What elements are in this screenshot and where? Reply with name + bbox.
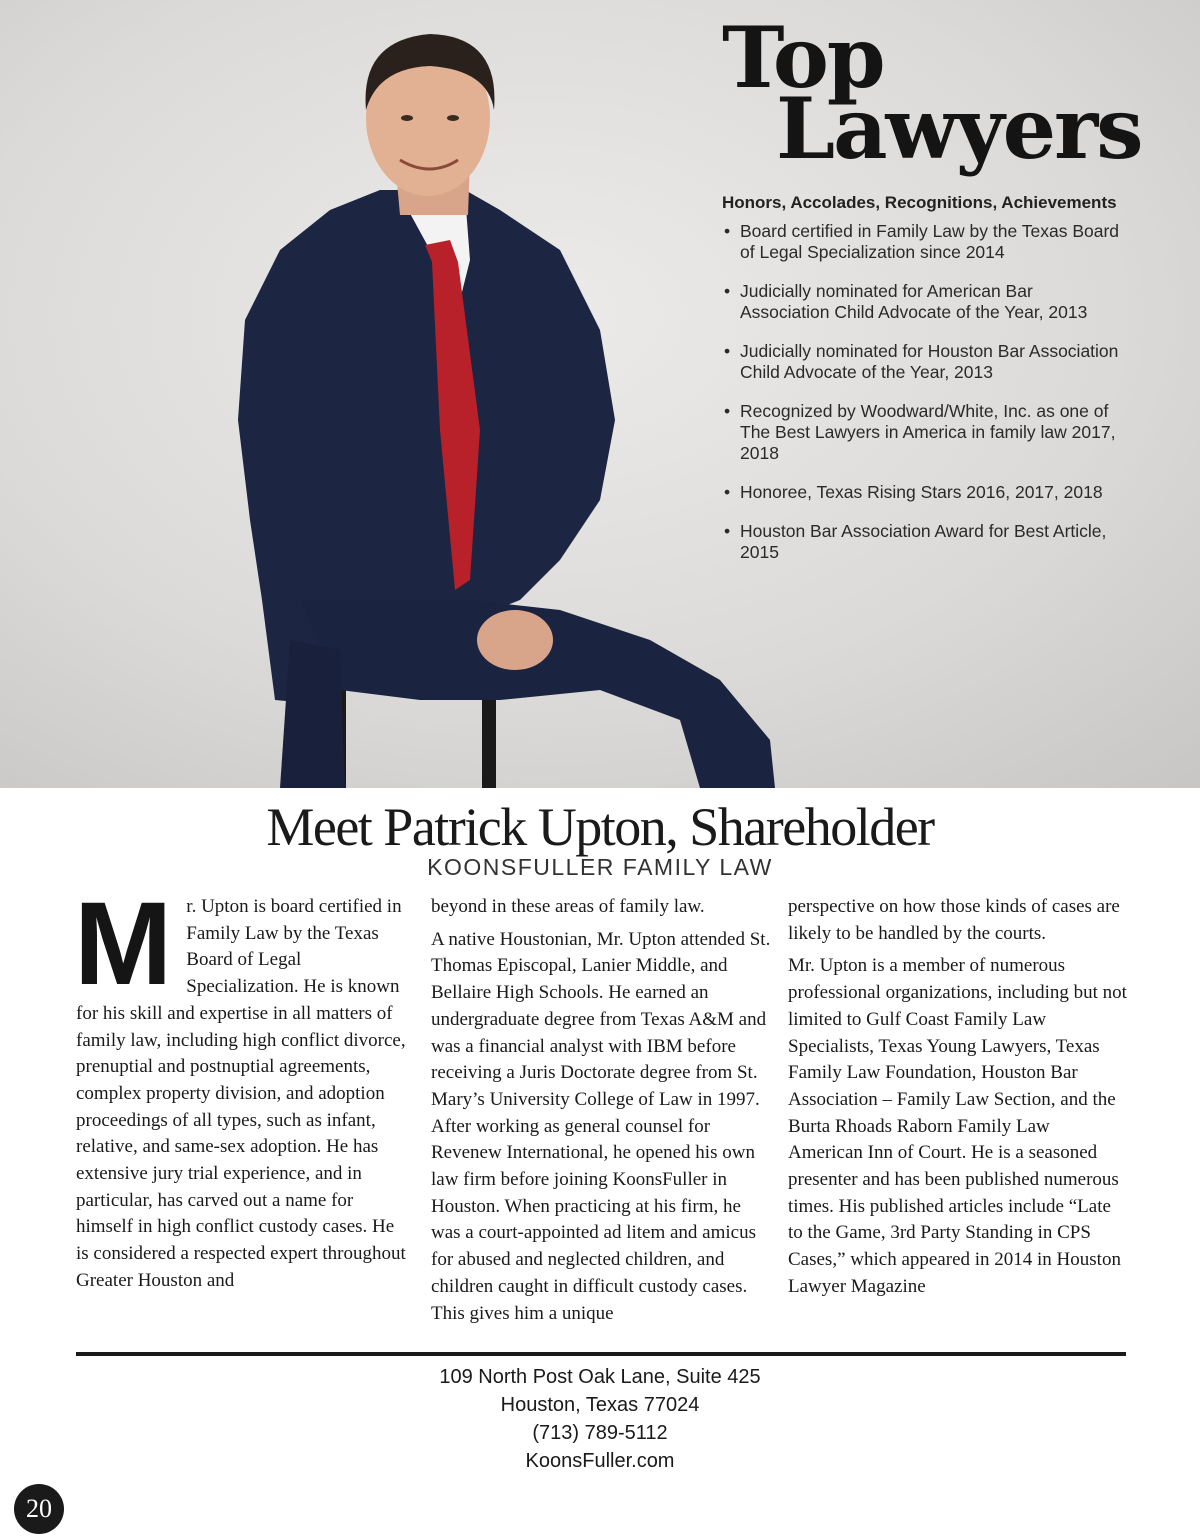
article-column-2 [431,894,773,1333]
contact-block [0,1363,1200,1475]
divider-rule [76,1352,1126,1356]
honors-item: • Judicially nominated for Houston Bar Association Child Advocate of the Year, 2013 [722,341,1122,383]
article-paragraph: perspective on how those kinds of cases are likely to be handled by the courts. [788,896,1120,944]
honors-item: • Houston Bar Association Award for Best Article, 2015 [722,521,1122,563]
article-column-1 [74,878,410,1295]
address-line-2: Houston, Texas 77024 [500,1394,700,1416]
honors-item: • Recognized by Woodward/White, Inc. as one of The Best Lawyers in America in family law 2017, 2018 [722,401,1122,464]
website-link[interactable]: KoonsFuller.com [525,1450,675,1472]
top-lawyers-title [722,8,1142,179]
article-paragraph: A native Houstonian, Mr. Upton attended St. Thomas Episcopal, Lanier Middle, and Bellaire High Schools. He earned an undergraduate degree from Texas A&M and was a financial analyst with IBM before receiving a Juris Doctorate degree from St. Mary’s University College of Law in 1997. After working as general counsel for Revenew International, he opened his own law firm before joining KoonsFuller in Houston. When practicing at his firm, he was a court-appointed ad litem and amicus for abused and neglected children, and children caught in difficult custody cases. This gives him a unique [431,928,771,1324]
article-headline: Meet Patrick Upton, Shareholder [266,797,934,857]
phone-number[interactable]: (713) 789-5112 [532,1422,668,1444]
article-paragraph: beyond in these areas of family law. [431,896,705,917]
firm-name: KOONSFULLER FAMILY LAW [427,854,773,880]
article-text: r. Upton is board certified in Family Law by the Texas Board of Legal Specialization. He is known for his skill and expertise in all matters of family law, including high conflict divorce, prenuptial and postnuptial agreements, complex property division, and adoption proceedings of all types, such as infant, relative, and same-sex adoption. He has extensive jury trial experience, and in particular, has carved out a name for himself in high conflict custody cases. He is considered a respected expert throughout Greater Houston and [76,896,406,1291]
title-line-lawyers: Lawyers [776,79,1142,179]
article-column-3 [788,894,1128,1307]
address-line-1: 109 North Post Oak Lane, Suite 425 [439,1366,761,1388]
title-line-top: Top [722,8,884,107]
article-paragraph: Mr. Upton is a member of numerous professional organizations, including but not limited to Gulf Coast Family Law Specialists, Texas Young Lawyers, Texas Family Law Foundation, Houston Bar Association – Family Law Section, and the Burta Rhoads Raborn Family Law American Inn of Court. He is a seasoned presenter and has been published numerous times. His published articles include “Late to the Game, 3rd Party Standing in CPS Cases,” which appeared in 2014 in Houston Lawyer Magazine [788,955,1127,1297]
page-number: 20 [14,1484,64,1534]
honors-heading: Honors, Accolades, Recognitions, Achievements [722,193,1117,212]
drop-cap: M [74,878,173,1010]
honors-item: • Board certified in Family Law by the Texas Board of Legal Specialization since 2014 [722,221,1122,263]
honors-box [722,192,1122,581]
honors-item: • Honoree, Texas Rising Stars 2016, 2017, 2018 [722,482,1122,503]
honors-list [722,221,1122,563]
honors-item: • Judicially nominated for American Bar Association Child Advocate of the Year, 2013 [722,281,1122,323]
